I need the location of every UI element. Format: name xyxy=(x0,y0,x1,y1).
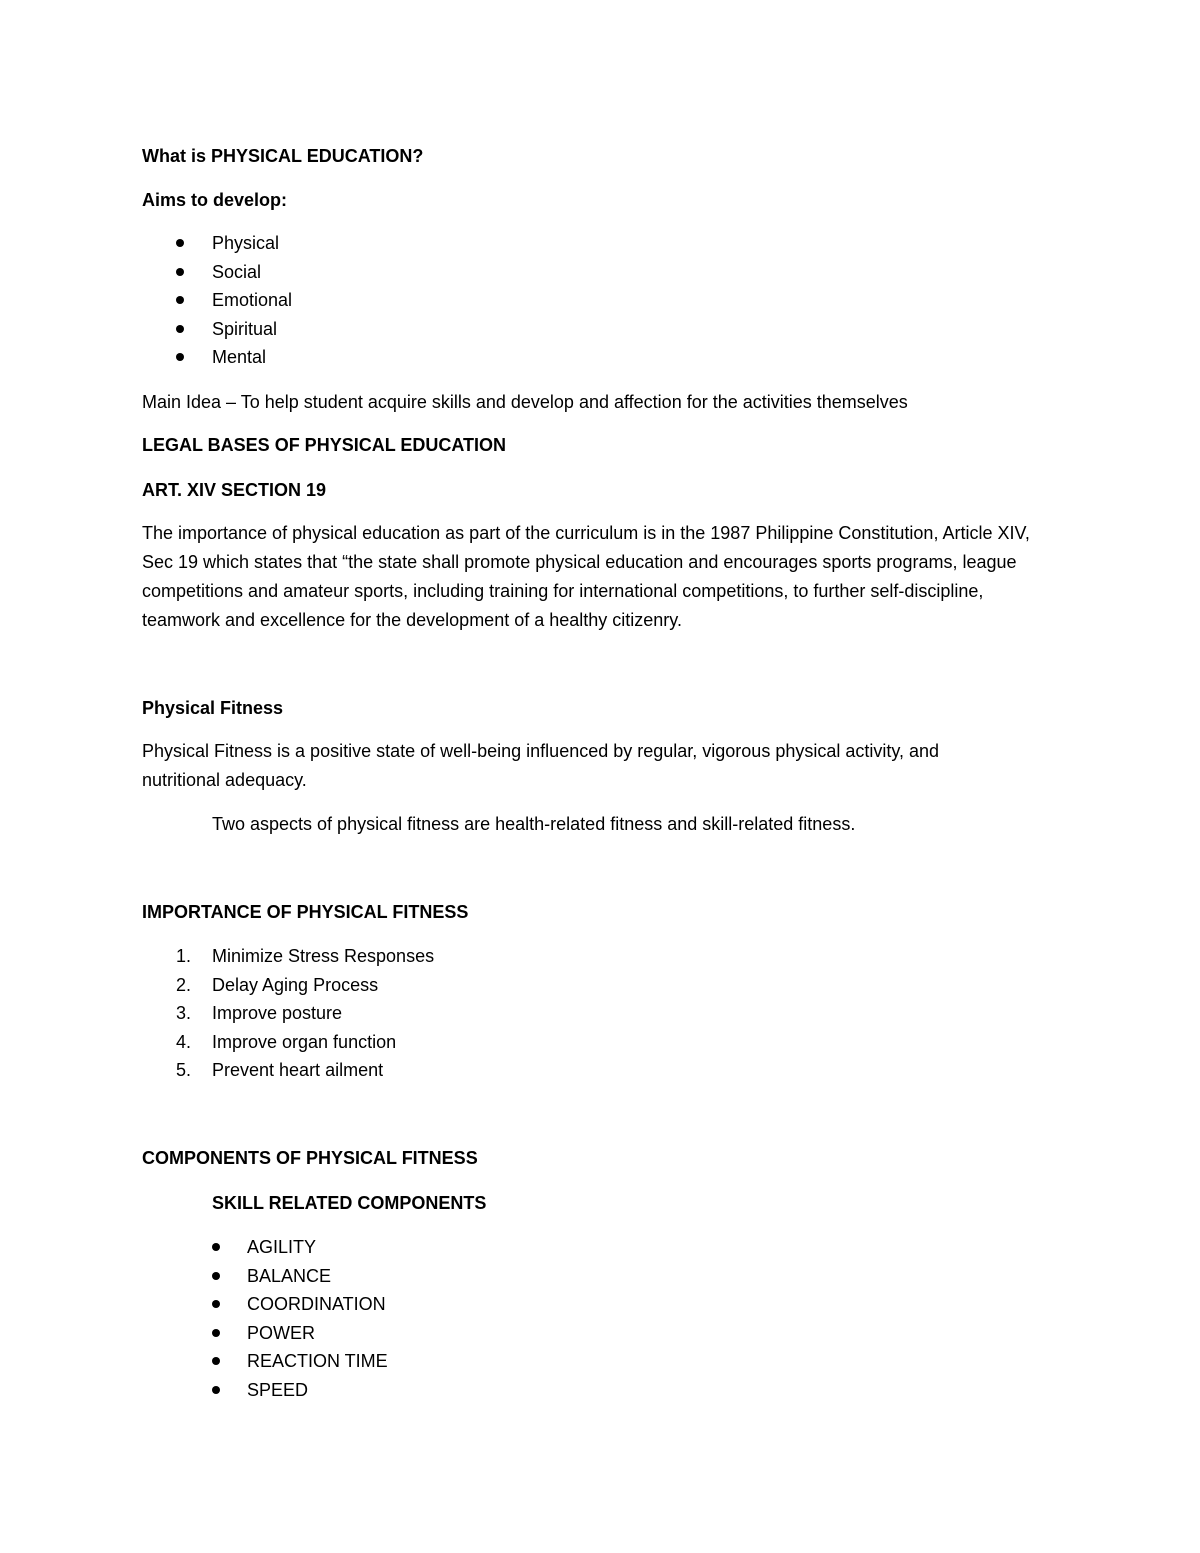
bullet-icon xyxy=(212,1386,220,1394)
importance-heading: IMPORTANCE OF PHYSICAL FITNESS xyxy=(142,902,469,922)
bullet-icon xyxy=(176,353,184,361)
list-item: BALANCE xyxy=(142,1262,388,1291)
list-item: Emotional xyxy=(142,286,292,315)
bullet-icon xyxy=(212,1272,220,1280)
bullet-icon xyxy=(212,1329,220,1337)
list-item: 4. Improve organ function xyxy=(176,1031,397,1052)
list-item: 1. Minimize Stress Responses xyxy=(176,946,435,966)
list-item: Mental xyxy=(142,343,292,372)
heading-what-is-pe: What is PHYSICAL EDUCATION? xyxy=(142,146,424,166)
bullet-icon xyxy=(212,1243,220,1251)
list-item: 3. Improve posture xyxy=(176,1003,343,1023)
importance-list xyxy=(142,942,434,1085)
list-item: SPEED xyxy=(142,1376,388,1405)
physical-fitness-paragraph: Physical Fitness is a positive state of well-being influenced by regular, vigorous physical activity, and nutritional adequacy. xyxy=(142,741,940,790)
list-item: Spiritual xyxy=(142,315,292,344)
main-idea: Main Idea – To help student acquire skills and develop and affection for the activities themselves xyxy=(142,392,908,412)
list-item: REACTION TIME xyxy=(142,1347,388,1376)
bullet-icon xyxy=(212,1300,220,1308)
bullet-icon xyxy=(212,1357,220,1365)
legal-bases-heading: LEGAL BASES OF PHYSICAL EDUCATION xyxy=(142,435,507,455)
components-heading: COMPONENTS OF PHYSICAL FITNESS xyxy=(142,1148,478,1168)
bullet-icon xyxy=(176,296,184,304)
list-item: AGILITY xyxy=(142,1233,388,1262)
list-item: COORDINATION xyxy=(142,1290,388,1319)
list-item: POWER xyxy=(142,1319,388,1348)
list-item: 2. Delay Aging Process xyxy=(176,974,379,995)
aims-list xyxy=(142,229,292,372)
art-section-heading: ART. XIV SECTION 19 xyxy=(142,480,327,500)
bullet-icon xyxy=(176,268,184,276)
art-paragraph: The importance of physical education as part of the curriculum is in the 1987 Philippine Constitution, Article XIV, Sec 19 which states that “the state shall promote physical education and encourages sports programs, league competitions and amateur sports, including training for international competitions, to further self-discipline, teamwork and excellence for the development of a healthy citizenry. xyxy=(142,523,1030,630)
skill-components-list xyxy=(142,1233,388,1404)
skill-related-heading: SKILL RELATED COMPONENTS xyxy=(212,1193,487,1213)
list-item: Social xyxy=(142,258,292,287)
aspects-line: Two aspects of physical fitness are health-related fitness and skill-related fitness. xyxy=(212,814,856,834)
list-item: 5. Prevent heart ailment xyxy=(176,1060,384,1080)
aims-label: Aims to develop: xyxy=(142,190,288,210)
physical-fitness-heading: Physical Fitness xyxy=(142,698,284,718)
list-item: Physical xyxy=(142,229,292,258)
bullet-icon xyxy=(176,325,184,333)
bullet-icon xyxy=(176,239,184,247)
